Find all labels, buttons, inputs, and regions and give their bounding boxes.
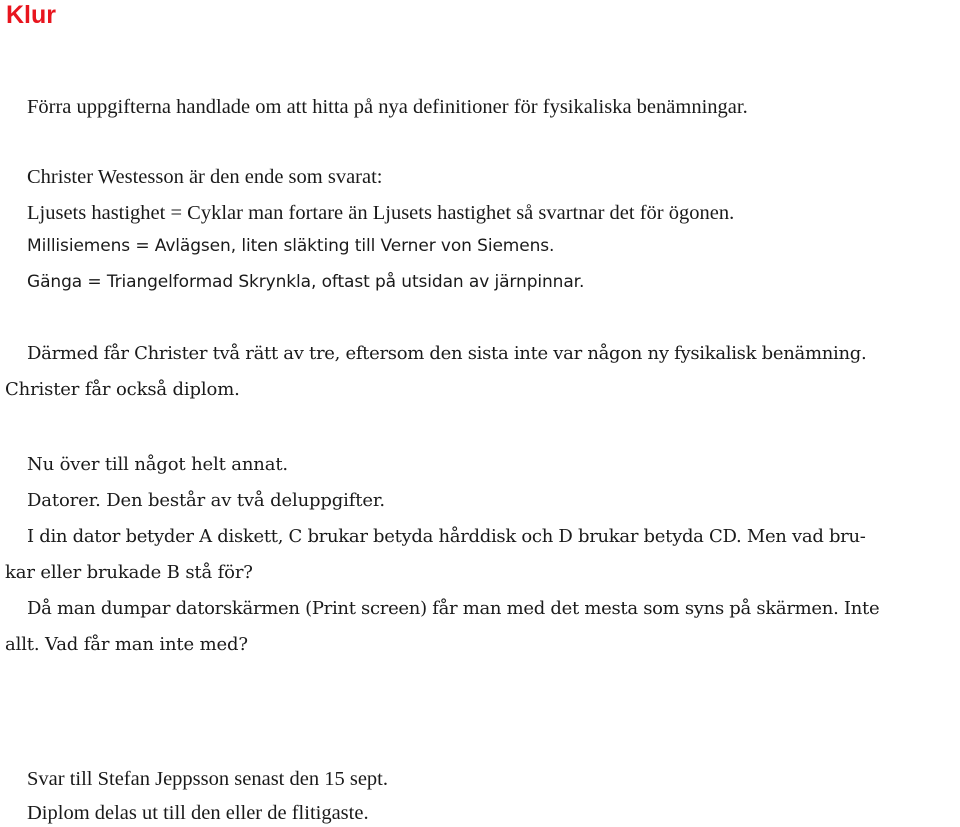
definition-millisiemens: Millisiemens = Avlägsen, liten släkting till Verner von Siemens. [27,236,555,256]
question2-text-line2: allt. Vad får man inte med? [5,634,248,655]
respondent-text: Christer Westesson är den ende som svarat: [27,166,383,188]
answer-deadline-text: Svar till Stefan Jeppsson senast den 15 sept. [27,768,388,790]
result-text-line2: Christer får också diplom. [5,379,240,400]
definition-ljusets-hastighet: Ljusets hastighet = Cyklar man fortare än Ljusets hastighet så svartnar det för ögonen. [27,202,735,224]
question1-text-line1: I din dator betyder A diskett, C brukar betyda hårddisk och D brukar betyda CD. Men vad bru- [27,526,866,547]
definition-ganga: Gänga = Triangelformad Skrynkla, oftast på utsidan av järnpinnar. [27,272,585,292]
page-title: Klur [6,1,56,29]
question2-text-line1: Då man dumpar datorskärmen (Print screen) får man med det mesta som syns på skärmen. Inte [27,598,880,619]
result-text-line1: Därmed får Christer två rätt av tre, eftersom den sista inte var någon ny fysikalisk benämning. [27,343,867,364]
task-intro-text: Datorer. Den består av två deluppgifter. [27,490,385,511]
new-topic-text: Nu över till något helt annat. [27,454,288,475]
intro-text: Förra uppgifterna handlade om att hitta på nya definitioner för fysikaliska benämningar. [27,96,748,118]
diploma-text: Diplom delas ut till den eller de flitigaste. [27,802,369,824]
question1-text-line2: kar eller brukade B stå för? [5,562,253,583]
